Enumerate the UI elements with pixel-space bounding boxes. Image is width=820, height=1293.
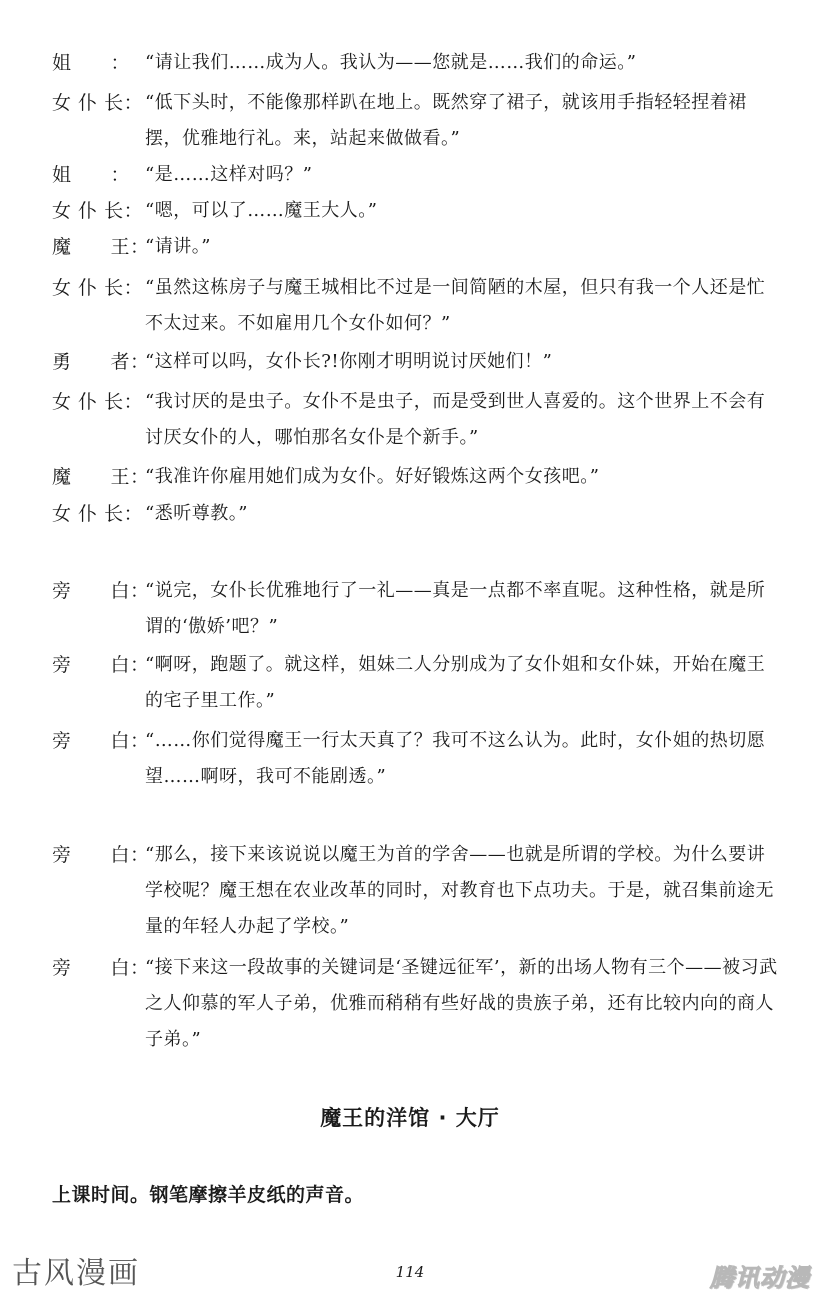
dialogue-line: [52, 950, 780, 1058]
watermark-tencent-logo: 腾讯动漫: [710, 1264, 810, 1292]
dialogue-line: [52, 157, 780, 193]
dialogue-text: “啊呀，跑题了。就这样，姐妹二人分别成为了女仆姐和女仆妹，开始在魔王的宅子里工作。”: [145, 654, 766, 711]
dialogue-text: “这样可以吗，女仆长?!你刚才明明说讨厌她们！”: [145, 351, 553, 372]
dialogue-text: “说完，女仆长优雅地行了一礼——真是一点都不率直呢。这种性格，就是所谓的‘傲娇’吧？”: [145, 580, 766, 637]
page-number: 114: [395, 1263, 425, 1281]
dialogue-line: [52, 723, 780, 795]
speaker-label: 旁 白：: [52, 580, 150, 602]
speaker-label: 女 仆 长：: [52, 200, 144, 222]
speaker-label: 女 仆 长：: [52, 92, 144, 114]
speaker-label: 旁 白：: [52, 957, 150, 979]
dialogue-line: [52, 837, 780, 945]
scene-title: 魔王的洋馆 · 大厅: [320, 1106, 500, 1130]
dialogue-text: “低下头时，不能像那样趴在地上。既然穿了裙子，就该用手指轻轻捏着裙摆，优雅地行礼。来，站起来做做看。”: [145, 92, 747, 149]
dialogue-line: [52, 459, 780, 495]
dialogue-line: [52, 384, 780, 456]
dialogue-line: [52, 229, 780, 265]
dialogue-text: “我讨厌的是虫子。女仆不是虫子，而是受到世人喜爱的。这个世界上不会有讨厌女仆的人，哪怕那名女仆是个新手。”: [145, 391, 766, 448]
speaker-label: 女 仆 长：: [52, 503, 144, 525]
stage-direction: 上课时间。钢笔摩擦羊皮纸的声音。: [52, 1184, 365, 1206]
dialogue-line: [52, 344, 780, 380]
speaker-label: 魔 王：: [52, 466, 150, 488]
dialogue-text: “请讲。”: [145, 236, 211, 257]
speaker-label: 旁 白：: [52, 730, 150, 752]
dialogue-text: “那么，接下来该说说以魔王为首的学舍——也就是所谓的学校。为什么要讲学校呢？魔王想在农业改革的同时，对教育也下点功夫。于是，就召集前途无量的年轻人办起了学校。”: [145, 844, 774, 937]
dialogue-line: [52, 270, 780, 342]
speaker-label: 女 仆 长：: [52, 391, 144, 413]
dialogue-text: “请让我们……成为人。我认为——您就是……我们的命运。”: [145, 52, 637, 73]
dialogue-text: “……你们觉得魔王一行太天真了？我可不这么认为。此时，女仆姐的热切愿望……啊呀，我可不能剧透。”: [145, 730, 766, 787]
speaker-label: 姐 ：: [52, 164, 131, 186]
speaker-label: 魔 王：: [52, 236, 150, 258]
dialogue-line: [52, 85, 780, 157]
dialogue-text: “接下来这一段故事的关键词是‘圣键远征军’，新的出场人物有三个——被习武之人仰慕的军人子弟，优雅而稍稍有些好战的贵族子弟，还有比较内向的商人子弟。”: [145, 957, 778, 1050]
dialogue-line: [52, 496, 780, 532]
speaker-label: 姐 ：: [52, 52, 131, 74]
dialogue-text: “嗯，可以了……魔王大人。”: [145, 200, 378, 221]
speaker-label: 旁 白：: [52, 844, 150, 866]
speaker-label: 女 仆 长：: [52, 277, 144, 299]
speaker-label: 勇 者：: [52, 351, 150, 373]
dialogue-text: “虽然这栋房子与魔王城相比不过是一间简陋的木屋，但只有我一个人还是忙不太过来。不如雇用几个女仆如何？”: [145, 277, 766, 334]
speaker-label: 旁 白：: [52, 654, 150, 676]
watermark-gufeng-logo: 古风漫画: [12, 1256, 140, 1291]
dialogue-line: [52, 193, 780, 229]
dialogue-line: [52, 647, 780, 719]
dialogue-text: “我准许你雇用她们成为女仆。好好锻炼这两个女孩吧。”: [145, 466, 600, 487]
dialogue-text: “是……这样对吗？”: [145, 164, 313, 185]
dialogue-line: [52, 45, 780, 81]
dialogue-text: “悉听尊教。”: [145, 503, 248, 524]
dialogue-line: [52, 573, 780, 645]
